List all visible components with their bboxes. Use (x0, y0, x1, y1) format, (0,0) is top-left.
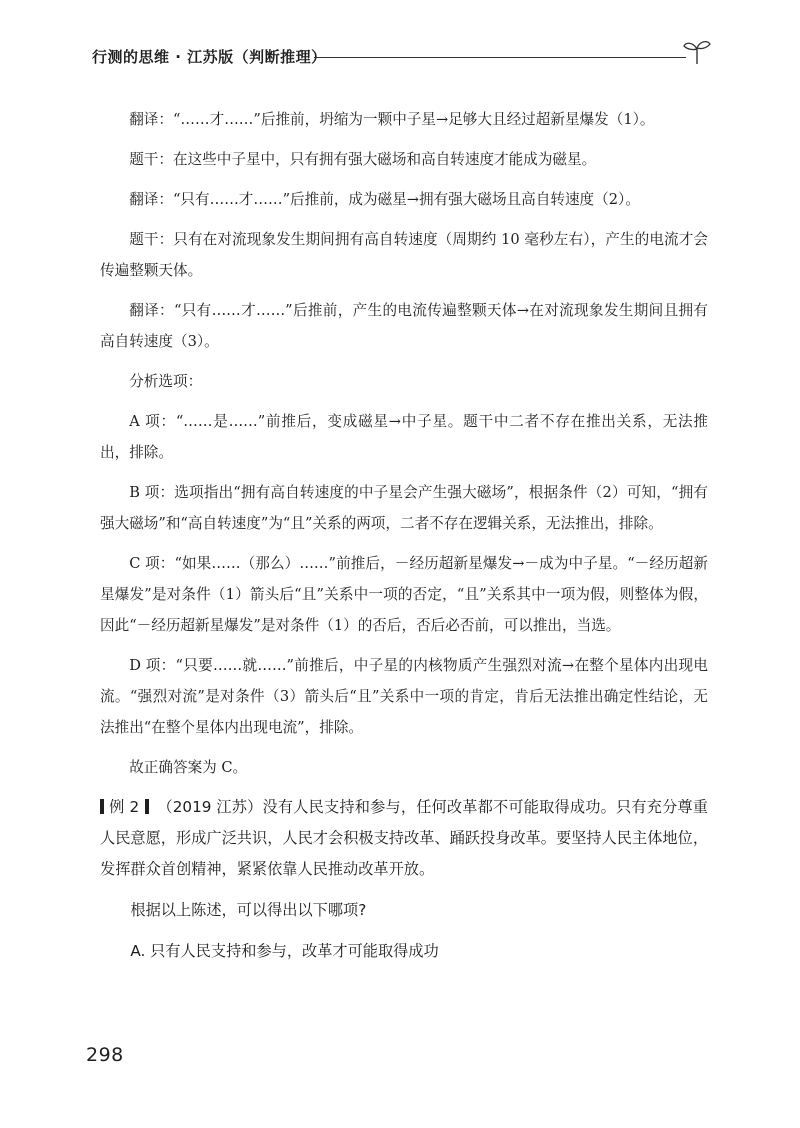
paragraph: 翻译：“只有……才……”后推前，产生的电流传遍整颗天体→在对流现象发生期间且拥有高自转速度（3）。 (100, 302, 708, 350)
example-2 (100, 792, 708, 967)
page-number: 298 (86, 1044, 124, 1066)
page-content (100, 104, 708, 977)
paragraph: 题干：在这些中子星中，只有拥有强大磁场和高自转速度才能成为磁星。 (129, 151, 597, 168)
example-stem: （2019 江苏）没有人民支持和参与，任何改革都不可能取得成功。只有充分尊重人民意愿，形成广泛共识，人民才会积极支持改革、踊跃投身改革。要坚持人民主体地位，发挥群众首创精神，紧紧依靠人民推动改革开放。 (100, 798, 708, 878)
option-analysis-a: A 项：“……是……”前推后，变成磁星→中子星。题干中二者不存在推出关系，无法推出，排除。 (100, 413, 708, 461)
sprout-icon (682, 38, 712, 66)
label-bar-right (145, 799, 149, 814)
paragraph: 题干：只有在对流现象发生期间拥有高自转速度（周期约 10 毫秒左右），产生的电流才会传遍整颗天体。 (100, 231, 708, 279)
label-bar-left (100, 799, 104, 814)
paragraph: 翻译：“……才……”后推前，坍缩为一颗中子星→足够大且经过超新星爆发（1）。 (129, 111, 655, 128)
header-rule (314, 57, 686, 58)
paragraph: 翻译：“只有……才……”后推前，成为磁星→拥有强大磁场且高自转速度（2）。 (129, 191, 640, 208)
example-stem-paragraph (100, 792, 708, 885)
book-title: 行测的思维 · 江苏版（判断推理） (92, 48, 327, 66)
example-label: 例 2 (109, 798, 140, 816)
option-analysis-c: C 项：“如果……（那么）……”前推后，－经历超新星爆发→－成为中子星。“－经历超新星爆发”是对条件（1）箭头后“且”关系中一项的否定，“且”关系其中一项为假，则整体为假，因此“－经历超新星爆发”是对条件（1）的否后，否后必否前，可以推出，当选。 (100, 555, 708, 634)
running-header (92, 44, 712, 70)
option-a: A. 只有人民支持和参与，改革才可能取得成功 (130, 942, 439, 960)
option-analysis-d: D 项：“只要……就……”前推后，中子星的内核物质产生强烈对流→在整个星体内出现电流。“强烈对流”是对条件（3）箭头后“且”关系中一项的肯定，肯后无法推出确定性结论，无法推出“在整个星体内出现电流”，排除。 (100, 657, 708, 736)
option-analysis-b: B 项：选项指出“拥有高自转速度的中子星会产生强大磁场”，根据条件（2）可知，“拥有强大磁场”和“高自转速度”为“且”关系的两项，二者不存在逻辑关系，无法推出，排除。 (100, 484, 708, 532)
paragraph: 分析选项： (129, 373, 203, 390)
example-question: 根据以上陈述，可以得出以下哪项? (130, 901, 367, 919)
answer-conclusion: 故正确答案为 C。 (129, 759, 248, 776)
